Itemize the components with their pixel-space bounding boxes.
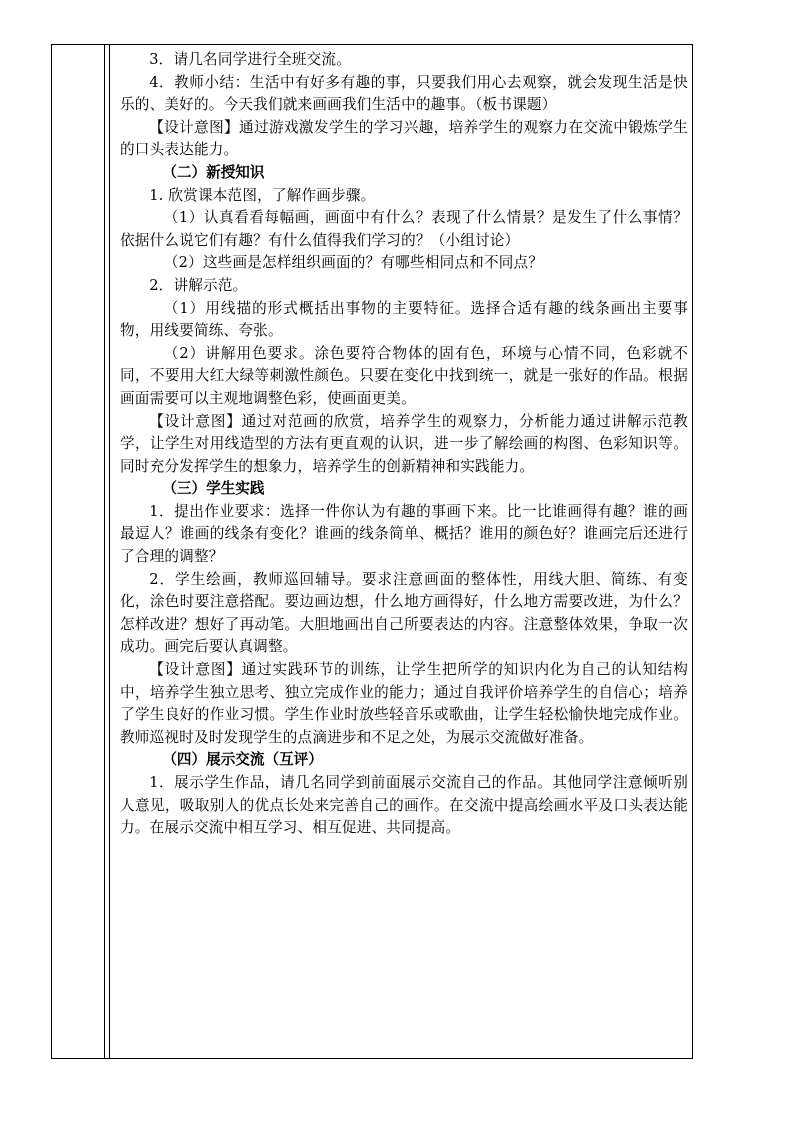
paragraph: 【设计意图】通过游戏激发学生的学习兴趣，培养学生的观察力在交流中锻炼学生的口头表达能力。 xyxy=(120,118,688,159)
paragraph: 2．讲解示范。 xyxy=(149,276,248,294)
paragraph: 1. 欣赏课本范图，了解作画步骤。 xyxy=(149,186,376,204)
paragraph: 【设计意图】通过对范画的欣赏，培养学生的观察力，分析能力通过讲解示范教学，让学生对用线造型的方法有更直观的认识，进一步了解绘画的构图、色彩知识等。同时充分发挥学生的想象力，培养学生的创新精神和实践能力。 xyxy=(120,412,688,475)
lesson-content xyxy=(120,49,688,840)
paragraph: 1．提出作业要求：选择一件你认为有趣的事画下来。比一比谁画得有趣？谁的画最逗人？谁画的线条有变化？谁画的线条简单、概括？谁用的颜色好？谁画完后还进行了合理的调整？ xyxy=(120,502,688,566)
section-heading: （二）新授知识 xyxy=(162,163,265,181)
paragraph: （2）这些画是怎样组织画面的？有哪些相同点和不同点？ xyxy=(163,254,544,272)
paragraph: 1．展示学生作品，请几名同学到前面展示交流自己的作品。其他同学注意倾听别人意见，吸取别人的优点长处来完善自己的画作。在交流中提高绘画水平及口头表达能力。在展示交流中相互学习、相互促进、共同提高。 xyxy=(120,774,688,837)
lesson-table xyxy=(51,44,693,1059)
paragraph: （1）用线描的形式概括出事物的主要特征。选择合适有趣的线条画出主要事物，用线要简练、夸张。 xyxy=(120,299,688,340)
section-heading: （四）展示交流（互评） xyxy=(162,751,323,769)
paragraph: 3．请几名同学进行全班交流。 xyxy=(149,51,351,68)
paragraph: 【设计意图】通过实践环节的训练，让学生把所学的知识内化为自己的认知结构中，培养学生独立思考、独立完成作业的能力；通过自我评价培养学生的自信心；培养了学生良好的作业习惯。学生作业时放些轻音乐或歌曲，让学生轻松愉快地完成作业。教师巡视时及时发现学生的点滴进步和不足之处，为展示交流做好准备。 xyxy=(120,661,688,746)
paragraph: （2）讲解用色要求。涂色要符合物体的固有色，环境与心情不同，色彩就不同，不要用大红大绿等刺激性颜色。只要在变化中找到统一，就是一张好的作品。根据画面需要可以主观地调整色彩，使画面更美。 xyxy=(120,344,688,407)
table-column-left xyxy=(52,45,105,1058)
paragraph: 4．教师小结：生活中有好多有趣的事，只要我们用心去观察，就会发现生活是快乐的、美好的。今天我们就来画画我们生活中的趣事。（板书课题） xyxy=(120,73,688,114)
paragraph: （1）认真看看每幅画，画面中有什么？表现了什么情景？是发生了什么事情？依据什么说它们有趣？有什么值得我们学习的？（小组讨论） xyxy=(120,209,688,249)
paragraph: 2．学生绘画，教师巡回辅导。要求注意画面的整体性，用线大胆、简练、有变化，涂色时要注意搭配。要边画边想，什么地方画得好，什么地方需要改进，为什么？怎样改进？想好了再动笔。大胆地画出自己所要表达的内容。注意整体效果，争取一次成功。画完后要认真调整。 xyxy=(120,570,688,656)
table-column-narrow xyxy=(105,45,110,1058)
section-heading: （三）学生实践 xyxy=(162,480,265,498)
